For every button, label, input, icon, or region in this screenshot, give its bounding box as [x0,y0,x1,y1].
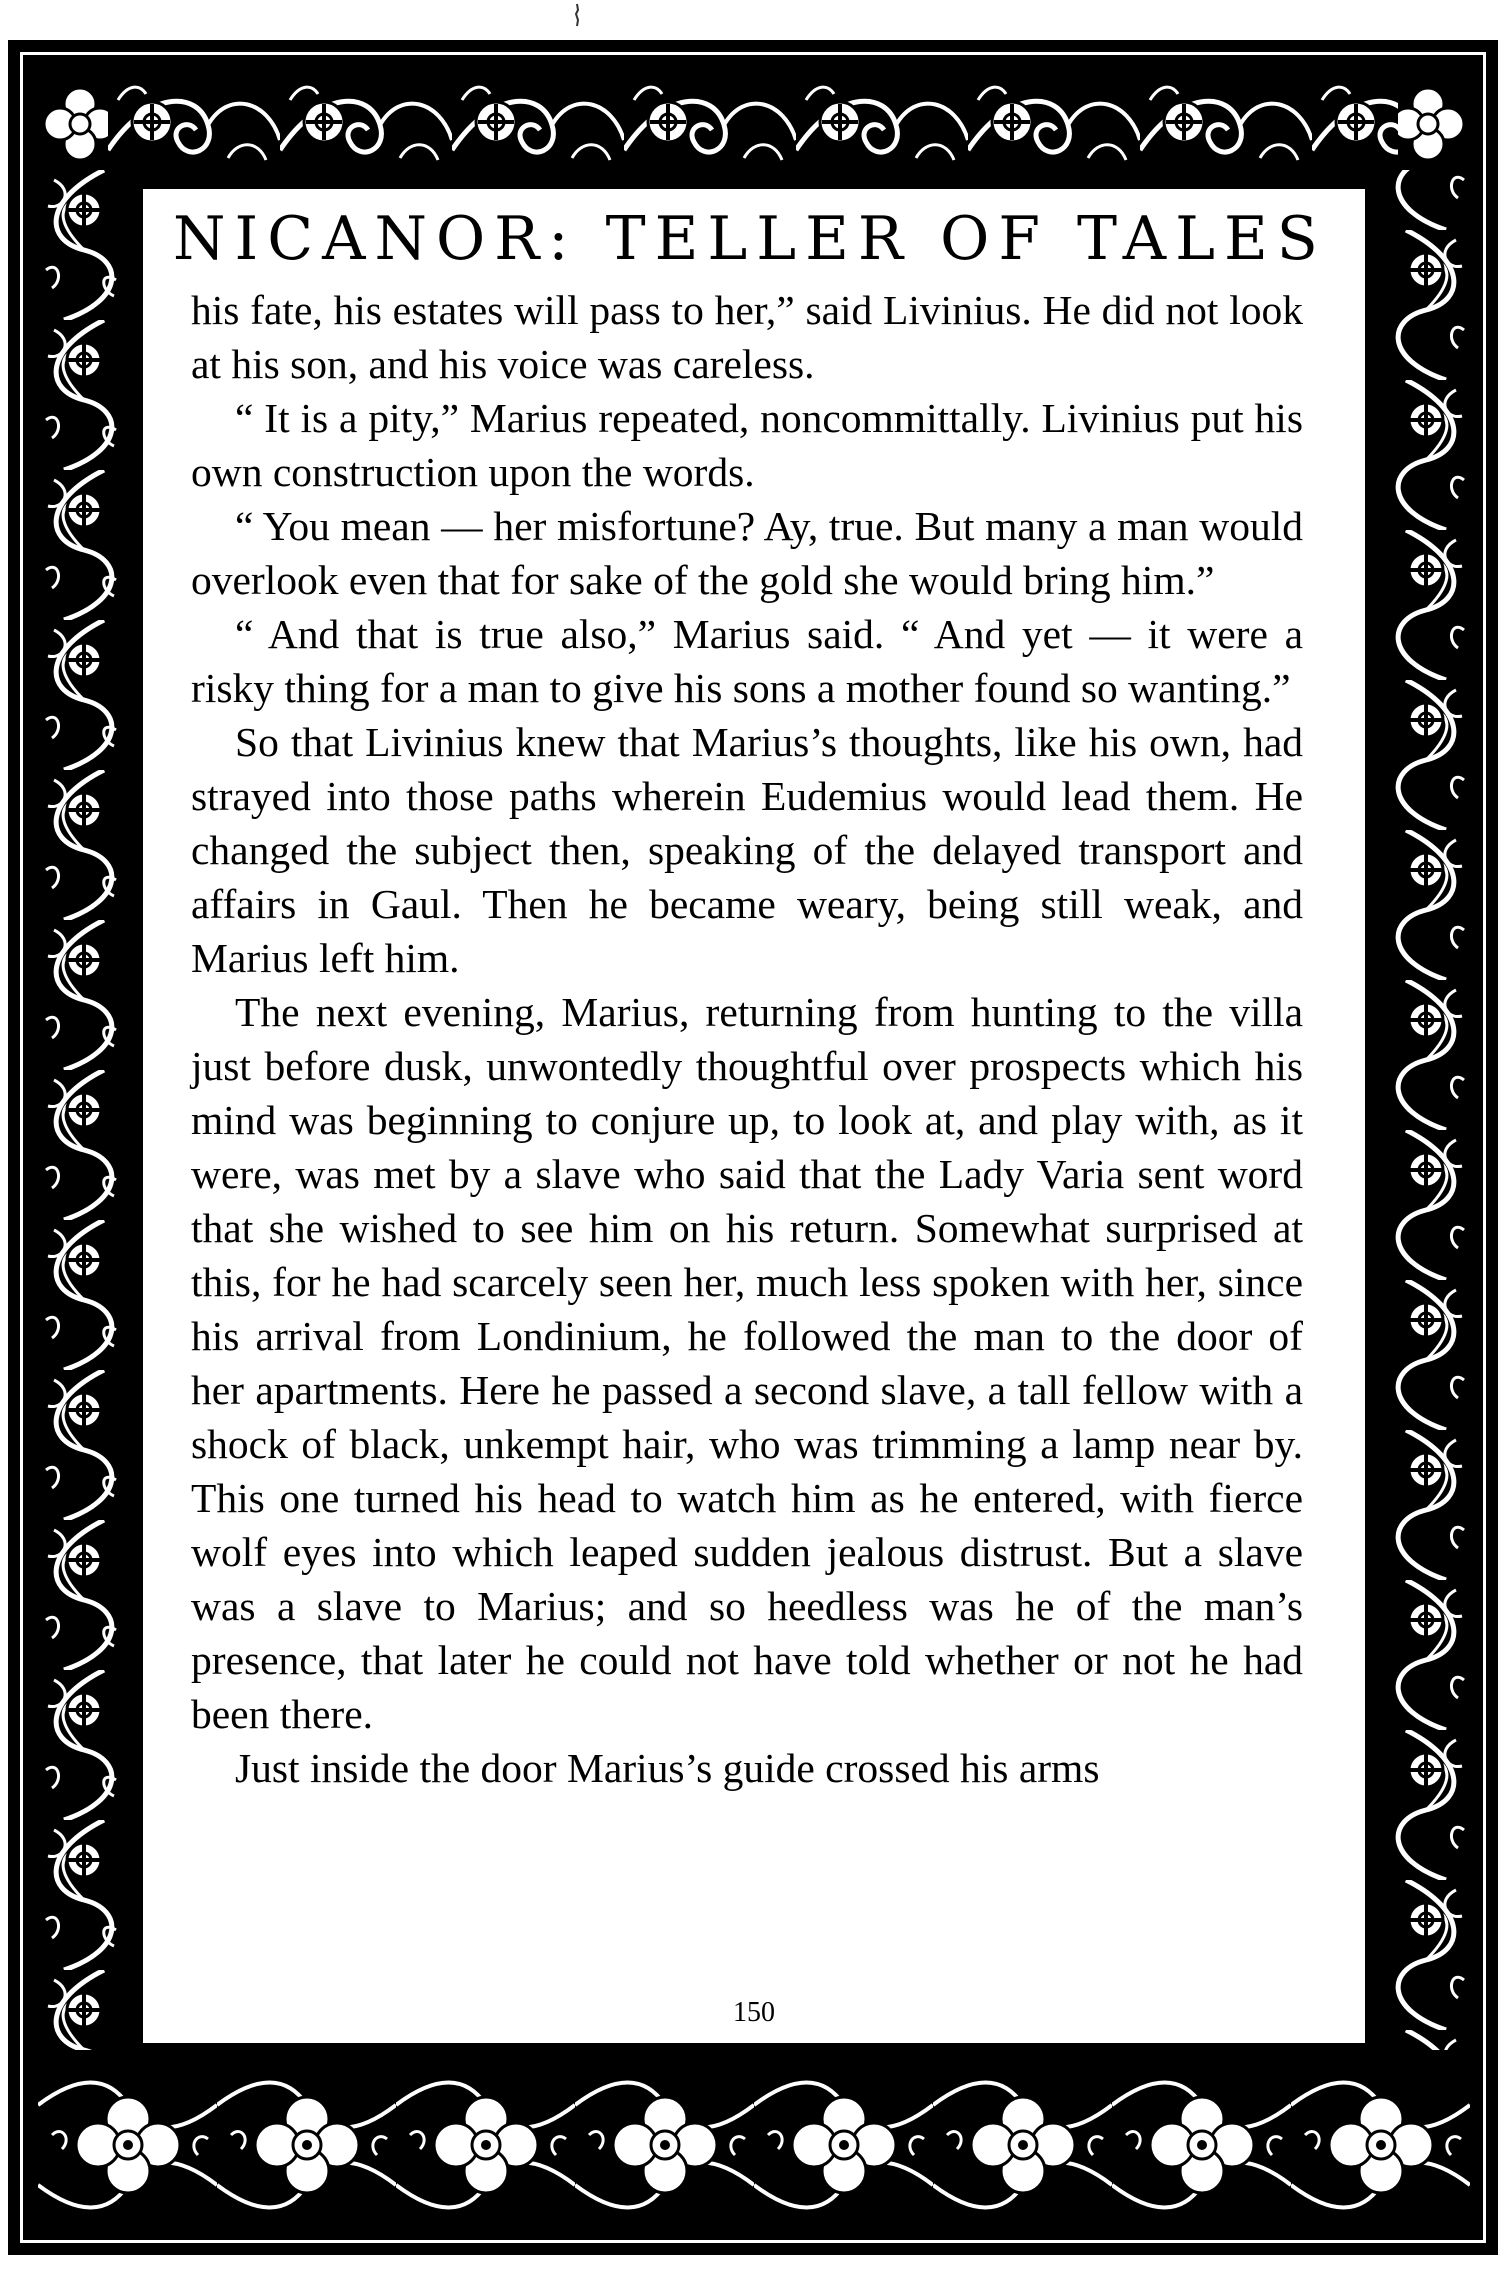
top-ornament-band [108,70,1398,180]
paragraph: Just inside the door Marius’s guide crossed his arms [235,1745,1100,1791]
paragraph: So that Livinius knew that Marius’s thoughts, like his own, had strayed into those paths wherein Eudemius would lead them. He changed the subject then, speaking of the delayed transport and affairs in Gaul. Then he became weary, being still weak, and Marius left him. [191,719,1303,981]
body-text [191,283,1303,1795]
print-speck [572,2,582,28]
paragraph: his fate, his estates will pass to her,” said Livinius. He did not look at his son, and his voice was careless. [191,287,1303,387]
right-ornament-band [1378,170,1476,2050]
paragraph: “ And that is true also,” Marius said. “ And yet — it were a risky thing for a man to give his sons a mother found so wanting.” [191,611,1303,711]
page-text-area [140,186,1368,2046]
bottom-ornament-band [38,2065,1470,2225]
left-ornament-band [34,170,132,2050]
paragraph: The next evening, Marius, returning from hunting to the villa just before dusk, unwontedly thoughtful over prospects which his mind was beginning to conjure up, to look at, and play with, as it were, was met by a slave who said that the Lady Varia sent word that she wished to see him on his return. Somewhat surprised at this, for he had scarcely seen her, much less spoken with her, since his arrival from Londinium, he followed the man to the door of her apartments. Here he passed a second slave, a tall fellow with a shock of black, unkempt hair, who was trimming a lamp near by. This one turned his head to watch him as he entered, with fierce wolf eyes into which leaped sudden jealous distrust. But a slave was a slave to Marius; and so heedless was he of the man’s presence, that later he could not have told whether or not he had been there. [191,989,1303,1737]
page-number: 150 [733,1997,775,2028]
paragraph: “ You mean — her misfortune? Ay, true. But many a man would overlook even that for sake of the gold she would bring him.” [191,503,1303,603]
paragraph: “ It is a pity,” Marius repeated, noncommittally. Livinius put his own construction upon the words. [191,395,1303,495]
running-head: NICANOR: TELLER OF TALES [173,204,1327,274]
